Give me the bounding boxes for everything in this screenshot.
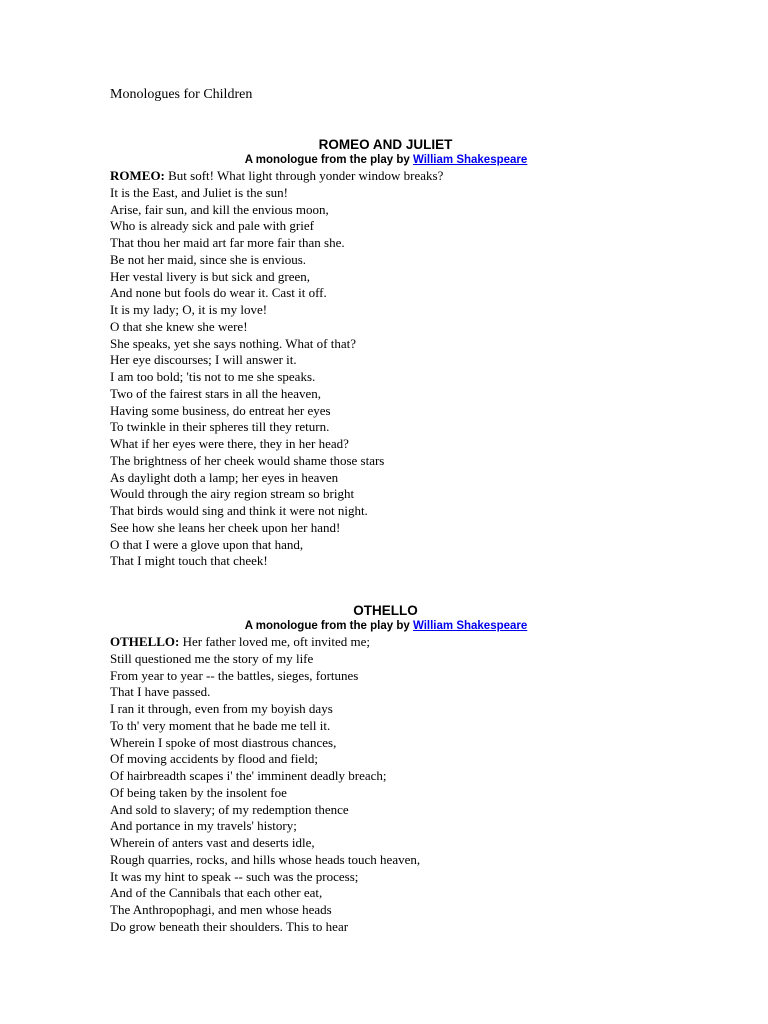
verse-text: Be not her maid, since she is envious. bbox=[110, 251, 307, 267]
verse-line bbox=[110, 818, 660, 835]
verse-text: That thou her maid art far more fair than she. bbox=[110, 235, 345, 250]
verse-line bbox=[110, 486, 660, 503]
speaker-name: OTHELLO: bbox=[110, 634, 180, 649]
verse-line bbox=[110, 235, 660, 252]
play-title: OTHELLO bbox=[353, 603, 418, 618]
verse-text: O that I were a glove upon that hand, bbox=[110, 536, 304, 552]
verse-text: Her vestal livery is but sick and green, bbox=[110, 268, 310, 284]
verse-line bbox=[110, 285, 660, 302]
verse-line bbox=[110, 651, 660, 668]
verse-text: She speaks, yet she says nothing. What of that? bbox=[110, 335, 356, 351]
verse-line bbox=[110, 403, 660, 420]
verse-line bbox=[110, 453, 660, 470]
verse-text: That I might touch that cheek! bbox=[110, 553, 268, 569]
verse-text: I am too bold; 'tis not to me she speaks. bbox=[110, 369, 316, 384]
verse-text: Two of the fairest stars in all the heaven, bbox=[110, 385, 321, 401]
verse-text: As daylight doth a lamp; her eyes in heaven bbox=[110, 469, 339, 485]
verse-line bbox=[110, 252, 660, 269]
verse-text: Still questioned me the story of my life bbox=[110, 650, 314, 666]
verse-text: That I have passed. bbox=[110, 684, 211, 700]
verse-line bbox=[110, 785, 660, 802]
verse-text: Having some business, do entreat her eyes bbox=[110, 402, 331, 418]
monologue-othello bbox=[110, 603, 660, 936]
verse-line bbox=[110, 634, 660, 651]
author-link[interactable]: William Shakespeare bbox=[412, 620, 528, 632]
verse-line bbox=[110, 520, 660, 537]
verse-text: From year to year -- the battles, sieges, fortunes bbox=[110, 667, 359, 683]
verse-line bbox=[110, 684, 660, 701]
verse-text: I ran it through, even from my boyish days bbox=[110, 701, 333, 716]
verse-text: Her eye discourses; I will answer it. bbox=[110, 352, 297, 368]
play-title: ROMEO AND JULIET bbox=[318, 137, 453, 152]
verse-text: Arise, fair sun, and kill the envious moon, bbox=[110, 201, 329, 217]
play-subtitle bbox=[110, 619, 660, 634]
verse-text: Wherein I spoke of most diastrous chances, bbox=[110, 734, 337, 750]
play-subtitle bbox=[110, 153, 660, 168]
verse-text: It was my hint to speak -- such was the process; bbox=[110, 868, 359, 884]
verse-line bbox=[110, 852, 660, 869]
verse-line bbox=[110, 553, 660, 570]
verse-line bbox=[110, 668, 660, 685]
verse-text: Would through the airy region stream so bright bbox=[110, 486, 355, 502]
monologue-romeo-and-juliet bbox=[110, 137, 660, 570]
verse-line bbox=[110, 537, 660, 554]
verse-line bbox=[110, 202, 660, 219]
verse-line bbox=[110, 919, 660, 936]
verse-line bbox=[110, 885, 660, 902]
verse-line bbox=[110, 902, 660, 919]
verse-text: Do grow beneath their shoulders. This to hear bbox=[110, 918, 349, 934]
verse-line bbox=[110, 735, 660, 752]
verse-line bbox=[110, 768, 660, 785]
verse-line bbox=[110, 352, 660, 369]
verse-text: To twinkle in their spheres till they return. bbox=[110, 419, 330, 435]
verse-line bbox=[110, 269, 660, 286]
verse-line bbox=[110, 319, 660, 336]
verse-line bbox=[110, 336, 660, 353]
author-link[interactable]: William Shakespeare bbox=[412, 154, 528, 166]
monologue-verse bbox=[110, 634, 660, 936]
verse-text: What if her eyes were there, they in her head? bbox=[110, 436, 349, 451]
verse-text: Of moving accidents by flood and field; bbox=[110, 751, 318, 767]
verse-line bbox=[110, 168, 660, 185]
verse-text: Her father loved me, oft invited me; bbox=[182, 634, 370, 649]
verse-line bbox=[110, 718, 660, 735]
verse-text: See how she leans her cheek upon her hand! bbox=[110, 519, 341, 535]
verse-text: That birds would sing and think it were not night. bbox=[110, 503, 368, 518]
verse-line bbox=[110, 386, 660, 403]
verse-line bbox=[110, 185, 660, 202]
verse-text: Who is already sick and pale with grief bbox=[110, 218, 314, 234]
verse-line bbox=[110, 419, 660, 436]
verse-text: O that she knew she were! bbox=[110, 318, 248, 334]
verse-line bbox=[110, 369, 660, 386]
verse-text: The Anthropophagi, and men whose heads bbox=[110, 902, 332, 917]
verse-text: But soft! What light through yonder window breaks? bbox=[168, 168, 444, 183]
verse-text: And sold to slavery; of my redemption thence bbox=[110, 801, 349, 817]
verse-line bbox=[110, 701, 660, 718]
document-title: Monologues for Children bbox=[110, 87, 253, 102]
monologue-verse bbox=[110, 168, 660, 570]
subtitle-prefix: A monologue from the play by bbox=[244, 154, 410, 166]
subtitle-prefix: A monologue from the play by bbox=[244, 620, 410, 632]
verse-text: And of the Cannibals that each other eat, bbox=[110, 885, 323, 901]
verse-text: Of being taken by the insolent foe bbox=[110, 784, 287, 800]
verse-line bbox=[110, 503, 660, 520]
speaker-name: ROMEO: bbox=[110, 168, 165, 183]
verse-line bbox=[110, 218, 660, 235]
verse-text: It is the East, and Juliet is the sun! bbox=[110, 184, 289, 200]
verse-text: It is my lady; O, it is my love! bbox=[110, 302, 268, 317]
verse-line bbox=[110, 436, 660, 453]
verse-text: Of hairbreadth scapes i' the' imminent deadly breach; bbox=[110, 768, 387, 783]
verse-text: To th' very moment that he bade me tell it. bbox=[110, 717, 331, 733]
verse-text: The brightness of her cheek would shame those stars bbox=[110, 452, 385, 468]
verse-line bbox=[110, 802, 660, 819]
verse-line bbox=[110, 302, 660, 319]
verse-line bbox=[110, 869, 660, 886]
verse-text: And none but fools do wear it. Cast it off. bbox=[110, 285, 327, 301]
verse-text: Wherein of anters vast and deserts idle, bbox=[110, 835, 315, 850]
verse-line bbox=[110, 470, 660, 487]
verse-text: Rough quarries, rocks, and hills whose heads touch heaven, bbox=[110, 851, 421, 867]
verse-line bbox=[110, 835, 660, 852]
verse-line bbox=[110, 751, 660, 768]
verse-text: And portance in my travels' history; bbox=[110, 818, 297, 834]
